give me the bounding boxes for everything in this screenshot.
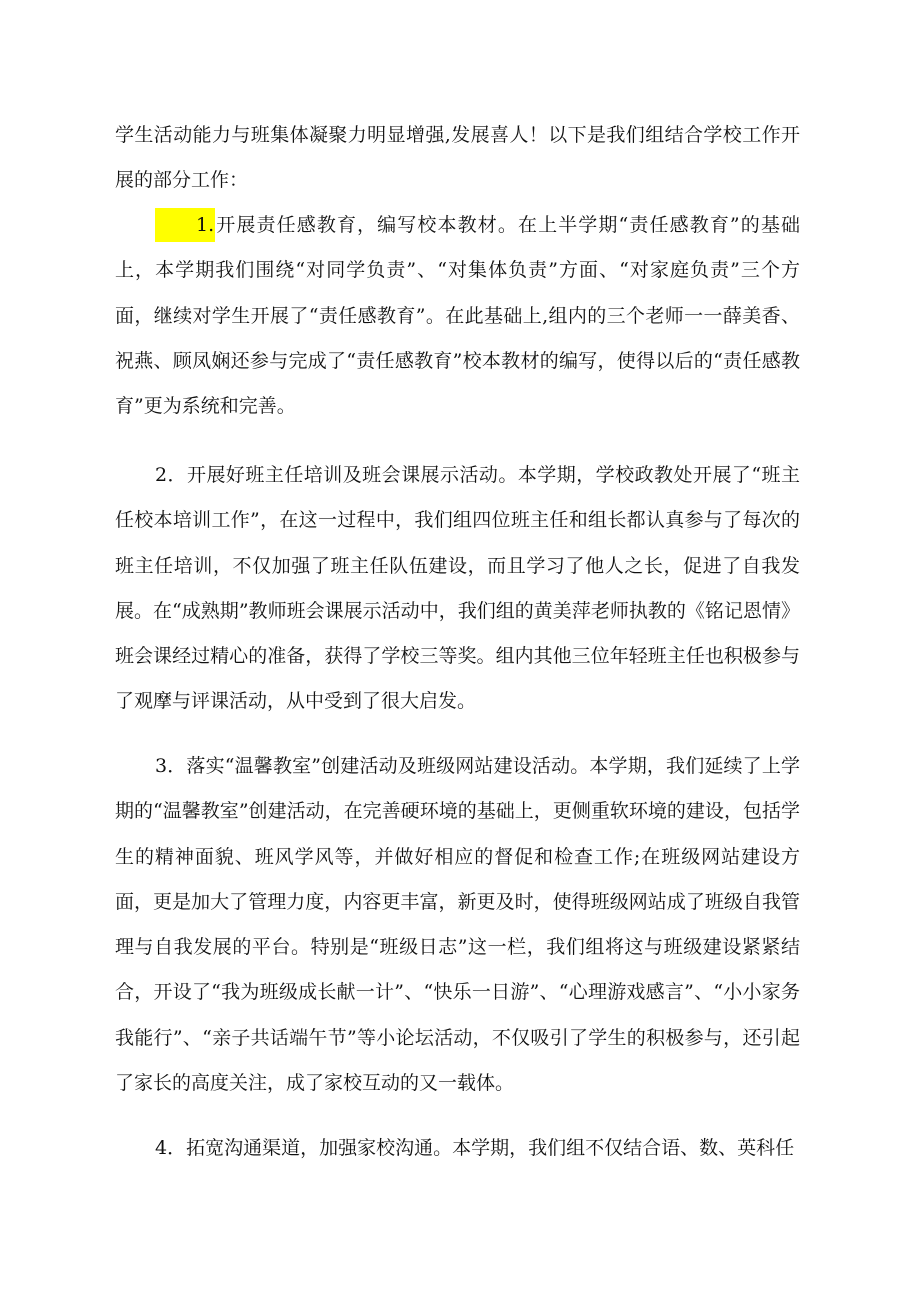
item-3-number: 3．	[155, 755, 187, 777]
item-3-paragraph	[115, 744, 800, 1106]
item-3-text: 落实“温馨教室”创建活动及班级网站建设活动。本学期，我们延续了上学期的“温馨教室”创建活动，在完善硬环境的基础上，更侧重软环境的建设，包括学生的精神面貌、班风学风等，并做好相应的督促和检查工作;在班级网站建设方面，更是加大了管理力度，内容更丰富，新更及时，使得班级网站成了班级自我管理与自我发展的平台。特别是“班级日志”这一栏，我们组将这与班级建设紧紧结合，开设了“我为班级成长献一计”、“快乐一日游”、“心理游戏感言”、“小小家务我能行”、“亲子共话端午节”等小论坛活动，不仅吸引了学生的积极参与，还引起了家长的高度关注，成了家校互动的又一载体。	[115, 755, 800, 1095]
item-2-text: 开展好班主任培训及班会课展示活动。本学期，学校政教处开展了“班主任校本培训工作”，在这一过程中，我们组四位班主任和组长都认真参与了每次的班主任培训，不仅加强了班主任队伍建设，而且学习了他人之长，促进了自我发展。在“成熟期”教师班会课展示活动中，我们组的黄美萍老师执教的《铭记恩情》班会课经过精心的准备，获得了学校三等奖。组内其他三位年轻班主任也积极参与了观摩与评课活动，从中受到了很大启发。	[115, 464, 800, 713]
item-1-paragraph	[115, 203, 800, 429]
item-2-paragraph	[115, 453, 800, 725]
item-1-number-highlight: 1.	[155, 208, 215, 242]
item-4-number: 4．	[155, 1137, 187, 1159]
item-4-text: 拓宽沟通渠道，加强家校沟通。本学期，我们组不仅结合语、数、英科任	[186, 1137, 795, 1159]
item-1-text: 开展责任感教育，编写校本教材。在上半学期“责任感教育”的基础上，本学期我们围绕“对同学负责”、“对集体负责”方面、“对家庭负责”三个方面，继续对学生开展了“责任感教育”。在此基础上,组内的三个老师一一薛美香、祝燕、顾凤娴还参与完成了“责任感教育”校本教材的编写，使得以后的“责任感教育”更为系统和完善。	[115, 214, 800, 418]
item-4-paragraph	[115, 1126, 800, 1171]
item-2-number: 2．	[155, 464, 188, 486]
intro-paragraph: 学生活动能力与班集体凝聚力明显增强,发展喜人！以下是我们组结合学校工作开展的部分工作：	[115, 124, 800, 192]
